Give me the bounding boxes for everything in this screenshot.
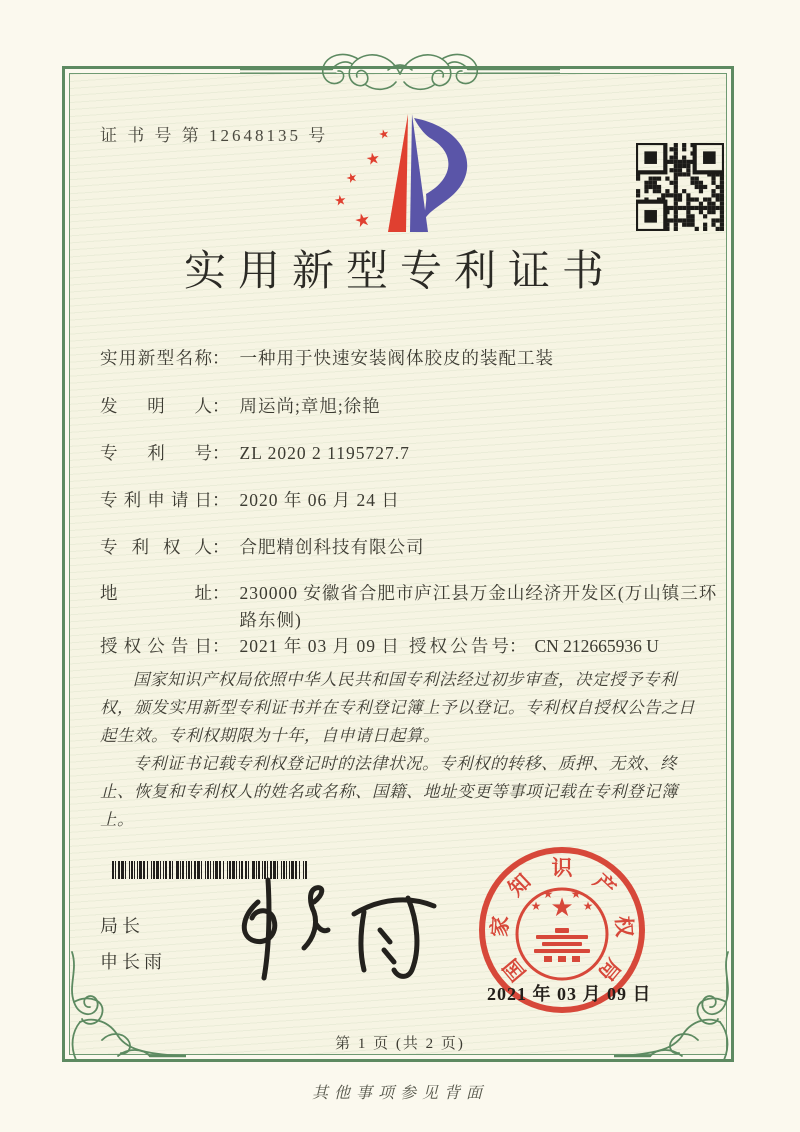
officer-title: 局长	[100, 916, 144, 936]
field-value: 2020 年 06 月 24 日	[239, 490, 400, 510]
field-colon: ：	[212, 583, 230, 603]
field-utility-model-name	[100, 345, 554, 372]
field-colon: ：	[509, 636, 527, 656]
svg-text:★: ★	[582, 899, 594, 913]
field-value: 一种用于快速安装阀体胶皮的装配工装	[239, 348, 554, 368]
field-label: 授权公告日	[100, 636, 212, 656]
officer-signature-image	[212, 872, 444, 990]
officer-name: 申长雨	[100, 952, 166, 972]
field-inventors	[100, 393, 381, 420]
field-label: 地址	[100, 583, 212, 603]
field-colon: ：	[212, 396, 230, 416]
back-side-note: 其他事项参见背面	[311, 1085, 488, 1102]
field-label: 实用新型名称	[100, 348, 212, 368]
legal-text-block	[100, 666, 708, 834]
svg-text:国: 国	[498, 954, 531, 986]
svg-text:权: 权	[611, 915, 637, 938]
seal-date: 2021 年 03 月 09 日	[487, 984, 652, 1004]
legal-paragraph-2: 专利证书记载专利权登记时的法律状况。专利权的转移、质押、无效、终止、恢复和专利权人的姓名或名称、国籍、地址变更等事项记载在专利登记簿上。	[100, 754, 678, 829]
field-value: 2021 年 03 月 09 日	[239, 636, 400, 656]
svg-text:★: ★	[542, 887, 554, 901]
svg-text:★: ★	[344, 169, 360, 188]
svg-text:★: ★	[570, 887, 582, 901]
svg-text:★: ★	[333, 192, 348, 210]
field-filing-date	[100, 487, 400, 514]
svg-text:★: ★	[364, 147, 382, 170]
field-value: 230000 安徽省合肥市庐江县万金山经济开发区(万山镇三环路东侧)	[239, 583, 718, 630]
field-patentee	[100, 534, 425, 561]
field-label: 发明人	[100, 396, 212, 416]
svg-text:产: 产	[588, 868, 621, 901]
field-grant-date	[100, 633, 400, 660]
field-value: 合肥精创科技有限公司	[239, 537, 425, 557]
field-grant-number	[409, 633, 659, 658]
page-number: 第 1 页 (共 2 页)	[335, 1036, 465, 1052]
svg-text:★: ★	[550, 893, 574, 923]
certificate-number: 证 书 号 第 12648135 号	[100, 126, 329, 145]
field-label: 授权公告号	[409, 636, 509, 656]
field-value: ZL 2020 2 1195727.7	[239, 443, 410, 463]
field-address	[100, 580, 720, 634]
field-value: CN 212665936 U	[534, 636, 659, 656]
field-colon: ：	[212, 443, 230, 463]
field-label: 专利申请日	[100, 490, 212, 510]
field-value: 周运尚;章旭;徐艳	[239, 396, 381, 416]
legal-paragraph-1: 国家知识产权局依照中华人民共和国专利法经过初步审查，决定授予专利权，颁发实用新型专利证书并在专利登记簿上予以登记。专利权自授权公告之日起生效。专利权期限为十年，自申请日起算。	[100, 670, 695, 745]
field-patent-number	[100, 440, 410, 467]
field-label: 专利权人	[100, 537, 212, 557]
field-colon: ：	[212, 636, 230, 656]
svg-text:★: ★	[377, 126, 391, 143]
field-colon: ：	[212, 490, 230, 510]
cnipa-logo-icon	[328, 108, 492, 238]
svg-text:★: ★	[352, 208, 374, 233]
certificate-title: 实用新型专利证书	[183, 249, 616, 295]
field-colon: ：	[212, 348, 230, 368]
field-colon: ：	[212, 537, 230, 557]
qr-code-image	[636, 143, 724, 231]
svg-text:局: 局	[593, 954, 626, 986]
svg-text:★: ★	[530, 899, 542, 913]
svg-text:识: 识	[551, 856, 573, 880]
svg-text:知: 知	[503, 868, 536, 901]
field-label: 专利号	[100, 443, 212, 463]
svg-text:家: 家	[487, 915, 513, 938]
